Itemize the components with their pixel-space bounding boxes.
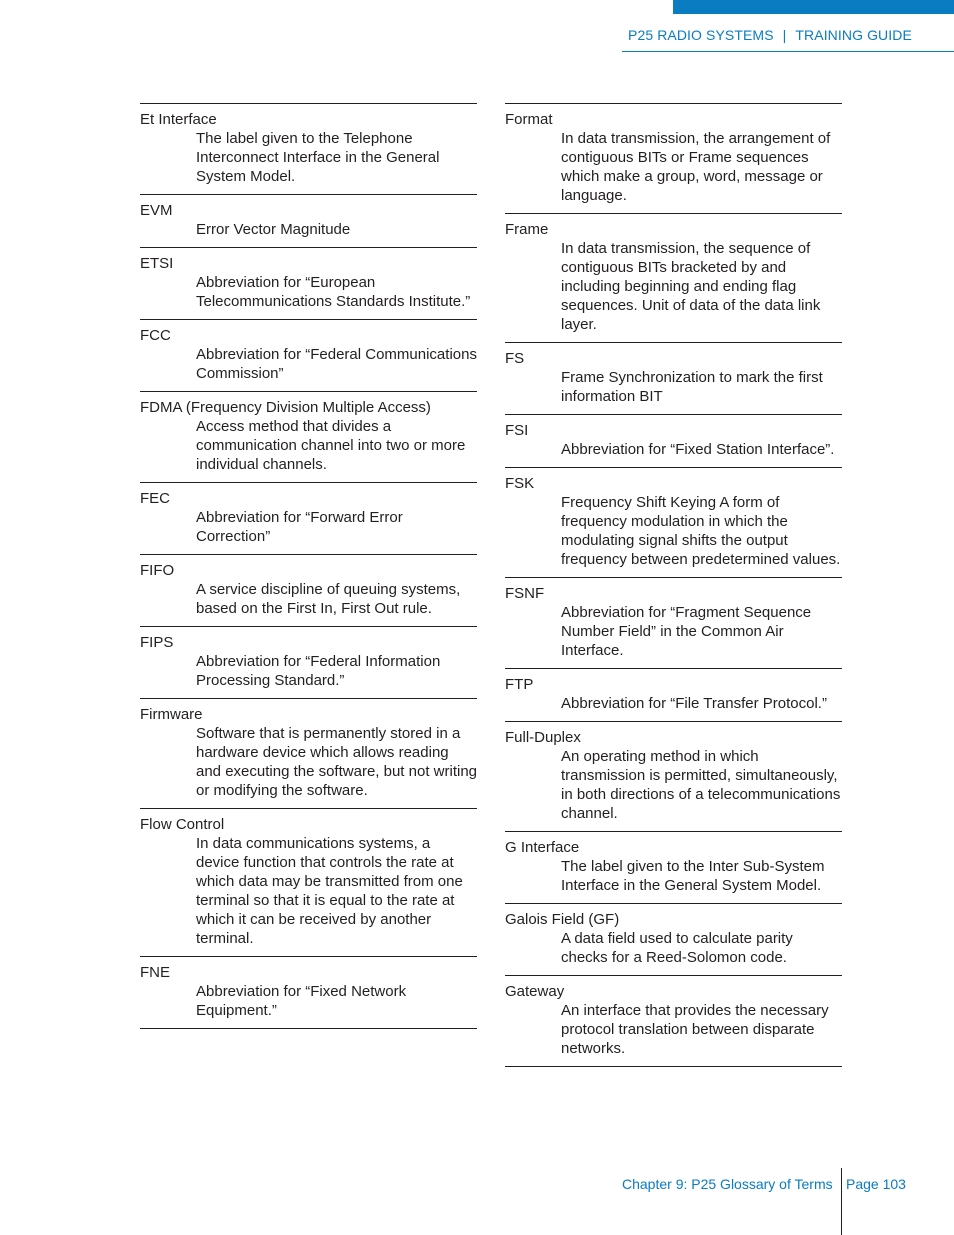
glossary-term: EVM [140,202,173,219]
glossary-term: FTP [505,676,534,693]
footer-chapter: Chapter 9: P25 Glossary of Terms [622,1176,833,1192]
glossary-entry [140,483,477,555]
glossary-term: FSNF [505,585,545,602]
glossary-definition: In data communications systems, a device function that controls the rate at which data may be transmitted from one terminal so that it is equal to the rate at which it can be received by another terminal. [196,835,463,947]
glossary-definition: Abbreviation for “Forward Error Correction” [196,509,403,545]
glossary-definition: In data transmission, the arrangement of contiguous BITs or Frame sequences which make a group, word, message or language. [561,130,831,204]
glossary-entry [140,555,477,627]
glossary-term: FNE [140,964,170,981]
header-title: P25 RADIO SYSTEMS [628,27,774,43]
glossary-definition: Abbreviation for “Federal Communications Commission” [196,346,477,382]
header-accent-bar [673,0,954,14]
glossary-definition: Abbreviation for “European Telecommunications Standards Institute.” [196,274,471,310]
glossary-term: Gateway [505,983,565,1000]
glossary-definition: Abbreviation for “Fixed Station Interface”. [561,441,835,458]
footer-divider [841,1168,842,1235]
glossary-entry [505,669,842,722]
glossary-entry [505,214,842,343]
glossary-entry [140,809,477,957]
glossary-entry [505,468,842,578]
glossary-term: Format [505,111,553,128]
glossary-definition: An operating method in which transmission is permitted, simultaneously, in both directions of a telecommunications channel. [561,748,841,822]
glossary-term: Full-Duplex [505,729,581,746]
glossary-term: FIPS [140,634,174,651]
glossary-entry [505,976,842,1067]
glossary-term: FSI [505,422,529,439]
glossary-definition: Abbreviation for “Fragment Sequence Number Field” in the Common Air Interface. [561,604,812,659]
glossary-term: FCC [140,327,171,344]
glossary-entry [140,627,477,699]
glossary-entry [140,957,477,1029]
glossary-definition: A service discipline of queuing systems, based on the First In, First Out rule. [196,581,461,617]
glossary-entry [505,104,842,214]
glossary-definition: Error Vector Magnitude [196,221,351,238]
glossary-definition: Abbreviation for “Fixed Network Equipment.” [196,983,407,1019]
glossary-term: Galois Field (GF) [505,911,620,928]
glossary-entry [505,904,842,976]
glossary-term: ETSI [140,255,174,272]
glossary-entry [140,699,477,809]
glossary-term: FSK [505,475,535,492]
glossary-term: Frame [505,221,549,238]
glossary-term: FEC [140,490,170,507]
glossary-term: FIFO [140,562,175,579]
glossary-term: Flow Control [140,816,225,833]
header-separator: | [782,27,787,43]
glossary-definition: Abbreviation for “Federal Information Processing Standard.” [196,653,441,689]
glossary-term: Et Interface [140,111,217,128]
footer-page-number: Page 103 [846,1176,906,1192]
glossary-term: FS [505,350,525,367]
glossary-entry [505,578,842,669]
glossary-column-right [505,103,842,1067]
glossary-entry [140,195,477,248]
glossary-definition: A data field used to calculate parity checks for a Reed-Solomon code. [561,930,793,966]
glossary-definition: Frame Synchronization to mark the first information BIT [561,369,823,405]
glossary-entry [140,392,477,483]
header-subtitle: TRAINING GUIDE [795,27,912,43]
glossary-definition: Access method that divides a communication channel into two or more individual channels. [196,418,466,473]
glossary-definition: Software that is permanently stored in a hardware device which allows reading and executing the software, but not writing or modifying the software. [196,725,478,799]
glossary-entry [140,104,477,195]
glossary-term: G Interface [505,839,580,856]
glossary-term: FDMA (Frequency Division Multiple Access) [140,399,431,416]
glossary-entry [140,248,477,320]
running-header [622,27,954,52]
glossary-entry [505,343,842,415]
glossary-column-left [140,103,477,1029]
glossary-entry [140,320,477,392]
glossary-definition: Frequency Shift Keying A form of frequency modulation in which the modulating signal shifts the output frequency between predetermined values. [561,494,841,568]
glossary-definition: In data transmission, the sequence of contiguous BITs bracketed by and including beginning and ending flag sequences. Unit of data of the data link layer. [561,240,821,333]
glossary-entry [505,415,842,468]
glossary-definition: An interface that provides the necessary protocol translation between disparate networks. [561,1002,829,1057]
glossary-definition: The label given to the Telephone Interconnect Interface in the General System Model. [196,130,440,185]
glossary-term: Firmware [140,706,203,723]
glossary-definition: The label given to the Inter Sub-System Interface in the General System Model. [561,858,825,894]
glossary-entry [505,722,842,832]
glossary-definition: Abbreviation for “File Transfer Protocol.” [561,695,827,712]
glossary-entry [505,832,842,904]
